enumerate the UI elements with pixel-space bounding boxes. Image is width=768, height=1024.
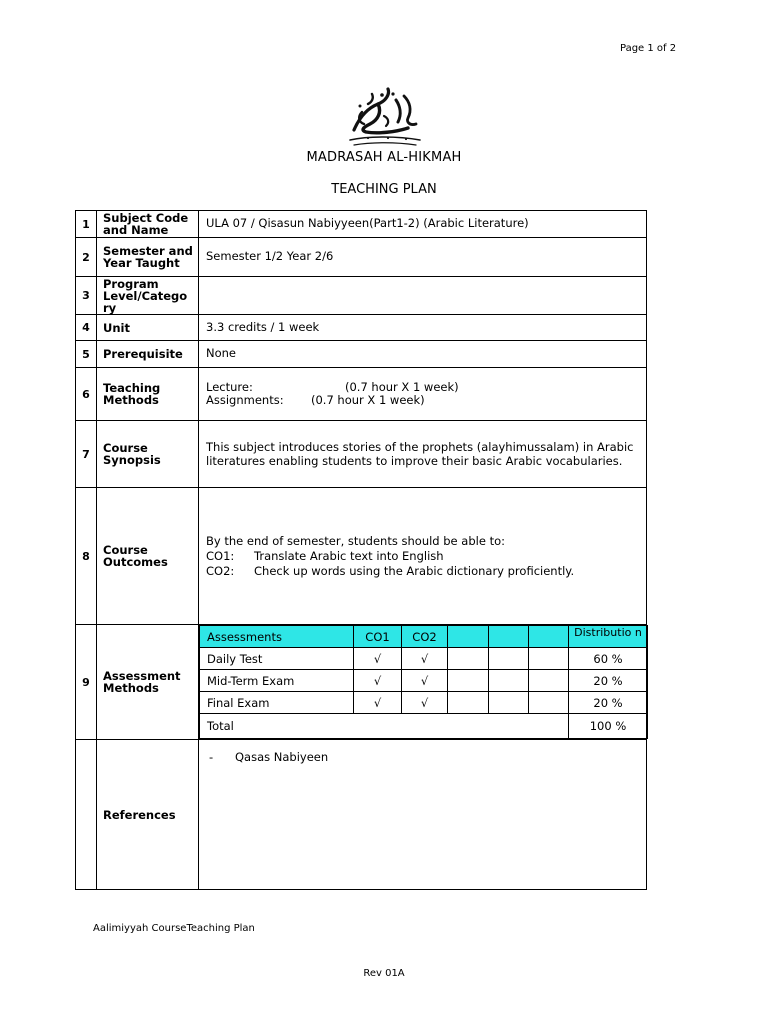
row-number: 4 bbox=[76, 315, 97, 341]
table-row bbox=[76, 625, 647, 740]
references-value bbox=[199, 740, 647, 890]
table-row bbox=[76, 315, 647, 341]
total-value: 100 % bbox=[569, 714, 648, 739]
co2-header: CO2 bbox=[402, 626, 448, 648]
row-label: Course Synopsis bbox=[97, 421, 199, 488]
row-label: Prerequisite bbox=[97, 341, 199, 368]
table-row bbox=[200, 626, 648, 648]
row-label: Assessment Methods bbox=[97, 625, 199, 740]
revision-label: Rev 01A bbox=[363, 968, 405, 979]
row-label: Course Outcomes bbox=[97, 488, 199, 625]
distribution-value: 20 % bbox=[569, 692, 648, 714]
lecture-label: Lecture: bbox=[206, 379, 253, 394]
row-number: 3 bbox=[76, 277, 97, 315]
assessment-name: Mid-Term Exam bbox=[200, 670, 354, 692]
row-number: 5 bbox=[76, 341, 97, 368]
row-number: 9 bbox=[76, 625, 97, 740]
table-row bbox=[76, 421, 647, 488]
course-synopsis-value: This subject introduces stories of the prophets (alayhimussalam) in Arabic literatures enabling students to improve their basic Arabic vocabularies. bbox=[199, 421, 647, 488]
row-number: 8 bbox=[76, 488, 97, 625]
co1-check: √ bbox=[354, 648, 402, 670]
co1-check: √ bbox=[354, 692, 402, 714]
lecture-value: (0.7 hour X 1 week) bbox=[345, 379, 459, 394]
table-row bbox=[200, 670, 648, 692]
co2-check: √ bbox=[402, 670, 448, 692]
school-name: MADRASAH AL-HIKMAH bbox=[306, 150, 462, 165]
table-row bbox=[76, 740, 647, 890]
co1-header: CO1 bbox=[354, 626, 402, 648]
co2-check: √ bbox=[402, 648, 448, 670]
co1-check: √ bbox=[354, 670, 402, 692]
table-row bbox=[76, 238, 647, 277]
table-row bbox=[76, 368, 647, 421]
list-item bbox=[206, 564, 646, 579]
row-label: Unit bbox=[97, 315, 199, 341]
total-label: Total bbox=[200, 714, 569, 739]
empty-header bbox=[489, 626, 529, 648]
outcome-code: CO2: bbox=[206, 563, 235, 578]
row-label: References bbox=[97, 740, 199, 890]
outcome-code: CO1: bbox=[206, 548, 235, 563]
distribution-value: 20 % bbox=[569, 670, 648, 692]
assignments-value: (0.7 hour X 1 week) bbox=[311, 393, 425, 407]
outcomes-intro: By the end of semester, students should be able to: bbox=[206, 533, 505, 548]
madrasah-logo-icon bbox=[338, 86, 430, 150]
course-outcomes-value bbox=[199, 488, 647, 625]
page-number: Page 1 of 2 bbox=[620, 43, 677, 54]
table-row bbox=[200, 714, 648, 739]
row-number bbox=[76, 740, 97, 890]
row-label: Subject Code and Name bbox=[97, 211, 199, 238]
assessment-table bbox=[199, 625, 648, 739]
subject-code-value: ULA 07 / Qisasun Nabiyyeen(Part1-2) (Arabic Literature) bbox=[199, 211, 647, 238]
distribution-header: Distributio n bbox=[569, 626, 648, 648]
empty-header bbox=[448, 626, 489, 648]
document-title: TEACHING PLAN bbox=[331, 182, 437, 197]
list-item bbox=[206, 549, 646, 564]
assessment-name: Daily Test bbox=[200, 648, 354, 670]
outcome-text: Translate Arabic text into English bbox=[254, 548, 444, 563]
row-number: 7 bbox=[76, 421, 97, 488]
row-number: 2 bbox=[76, 238, 97, 277]
teaching-plan-table bbox=[75, 210, 647, 890]
assessments-header: Assessments bbox=[200, 626, 354, 648]
row-number: 6 bbox=[76, 368, 97, 421]
assessment-name: Final Exam bbox=[200, 692, 354, 714]
footer-label: Aalimiyyah CourseTeaching Plan bbox=[93, 923, 255, 934]
row-label: Program Level/Catego ry bbox=[97, 277, 199, 315]
table-row bbox=[76, 488, 647, 625]
unit-value: 3.3 credits / 1 week bbox=[199, 315, 647, 341]
table-row bbox=[76, 341, 647, 368]
co2-check: √ bbox=[402, 692, 448, 714]
teaching-methods-value bbox=[199, 368, 647, 421]
table-row bbox=[76, 211, 647, 238]
prerequisite-value: None bbox=[199, 341, 647, 368]
row-number: 1 bbox=[76, 211, 97, 238]
row-label: Teaching Methods bbox=[97, 368, 199, 421]
assessment-cell bbox=[199, 625, 647, 740]
program-level-value bbox=[199, 277, 647, 315]
distribution-value: 60 % bbox=[569, 648, 648, 670]
outcome-text: Check up words using the Arabic dictionary proficiently. bbox=[254, 563, 575, 578]
table-row bbox=[200, 692, 648, 714]
assignments-label: Assignments: bbox=[206, 393, 284, 407]
row-label: Semester and Year Taught bbox=[97, 238, 199, 277]
reference-item: Qasas Nabiyeen bbox=[235, 750, 329, 764]
semester-value: Semester 1/2 Year 2/6 bbox=[199, 238, 647, 277]
table-row bbox=[76, 277, 647, 315]
reference-bullet: - bbox=[209, 750, 214, 764]
table-row bbox=[200, 648, 648, 670]
empty-header bbox=[529, 626, 569, 648]
